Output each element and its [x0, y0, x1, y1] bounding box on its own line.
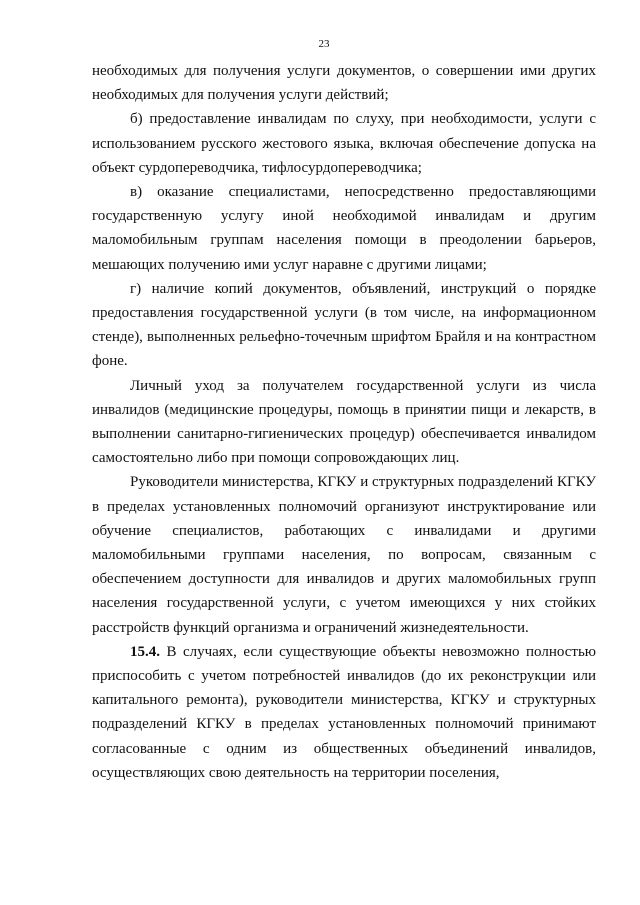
paragraph-text: Личный уход за получателем государственной услуги из числа инвалидов (медицинские процедуры, помощь в принятии пищи и лекарств, в выполнении санитарно-гигиенических процедур) обеспечивается инвалидом самостоятельно либо при помощи сопровождающих лиц. [92, 377, 596, 467]
paragraph-continuation [92, 59, 596, 107]
paragraph-text: в) оказание специалистами, непосредственно предоставляющими государственную услугу иной необходимой инвалидам и другим маломобильным группам населения помощи в преодолении барьеров, мешающих получению ими услуг наравне с другими лицами; [92, 184, 596, 273]
paragraph-text: б) предоставление инвалидам по слуху, при необходимости, услуги с использованием русского жестового языка, включая обеспечение допуска на объект сурдопереводчика, тифлосурдопереводчика; [92, 111, 596, 176]
paragraph-text: В случаях, если существующие объекты невозможно полностью приспособить с учетом потребностей инвалидов (до их реконструкции или капитального ремонта), руководители министерства, КГКУ и структурных подразделений КГКУ в пределах установленных полномочий принимают согласованные с одним из общественных объединений инвалидов, осуществляющих свою деятельность на территории поселения, [92, 643, 596, 781]
paragraph-section-15-4 [92, 640, 596, 785]
paragraph-item-g [92, 277, 596, 374]
paragraph-personal-care [92, 374, 596, 471]
paragraph-text: Руководители министерства, КГКУ и структурных подразделений КГКУ в пределах установленных полномочий организуют инструктирование или обучение специалистов, работающих с инвалидами и другими маломобильными группами населения, по вопросам, связанным с обеспечением доступности для инвалидов и других маломобильных групп населения государственной услуги, с учетом имеющихся у них стойких расстройств функций организма и ограничений жизнедеятельности. [92, 474, 596, 636]
paragraph-text: необходимых для получения услуги документов, о совершении ими других необходимых для получения услуги действий; [92, 63, 596, 104]
page-number: 23 [318, 38, 330, 50]
paragraph-item-v [92, 180, 596, 277]
paragraph-training [92, 470, 596, 639]
paragraph-text: г) наличие копий документов, объявлений, инструкций о порядке предоставления государственной услуги (в том числе, на информационном стенде), выполненных рельефно-точечным шрифтом Брайля и на контрастном фоне. [92, 280, 596, 370]
paragraph-item-b [92, 107, 596, 180]
section-number: 15.4. [130, 643, 160, 660]
